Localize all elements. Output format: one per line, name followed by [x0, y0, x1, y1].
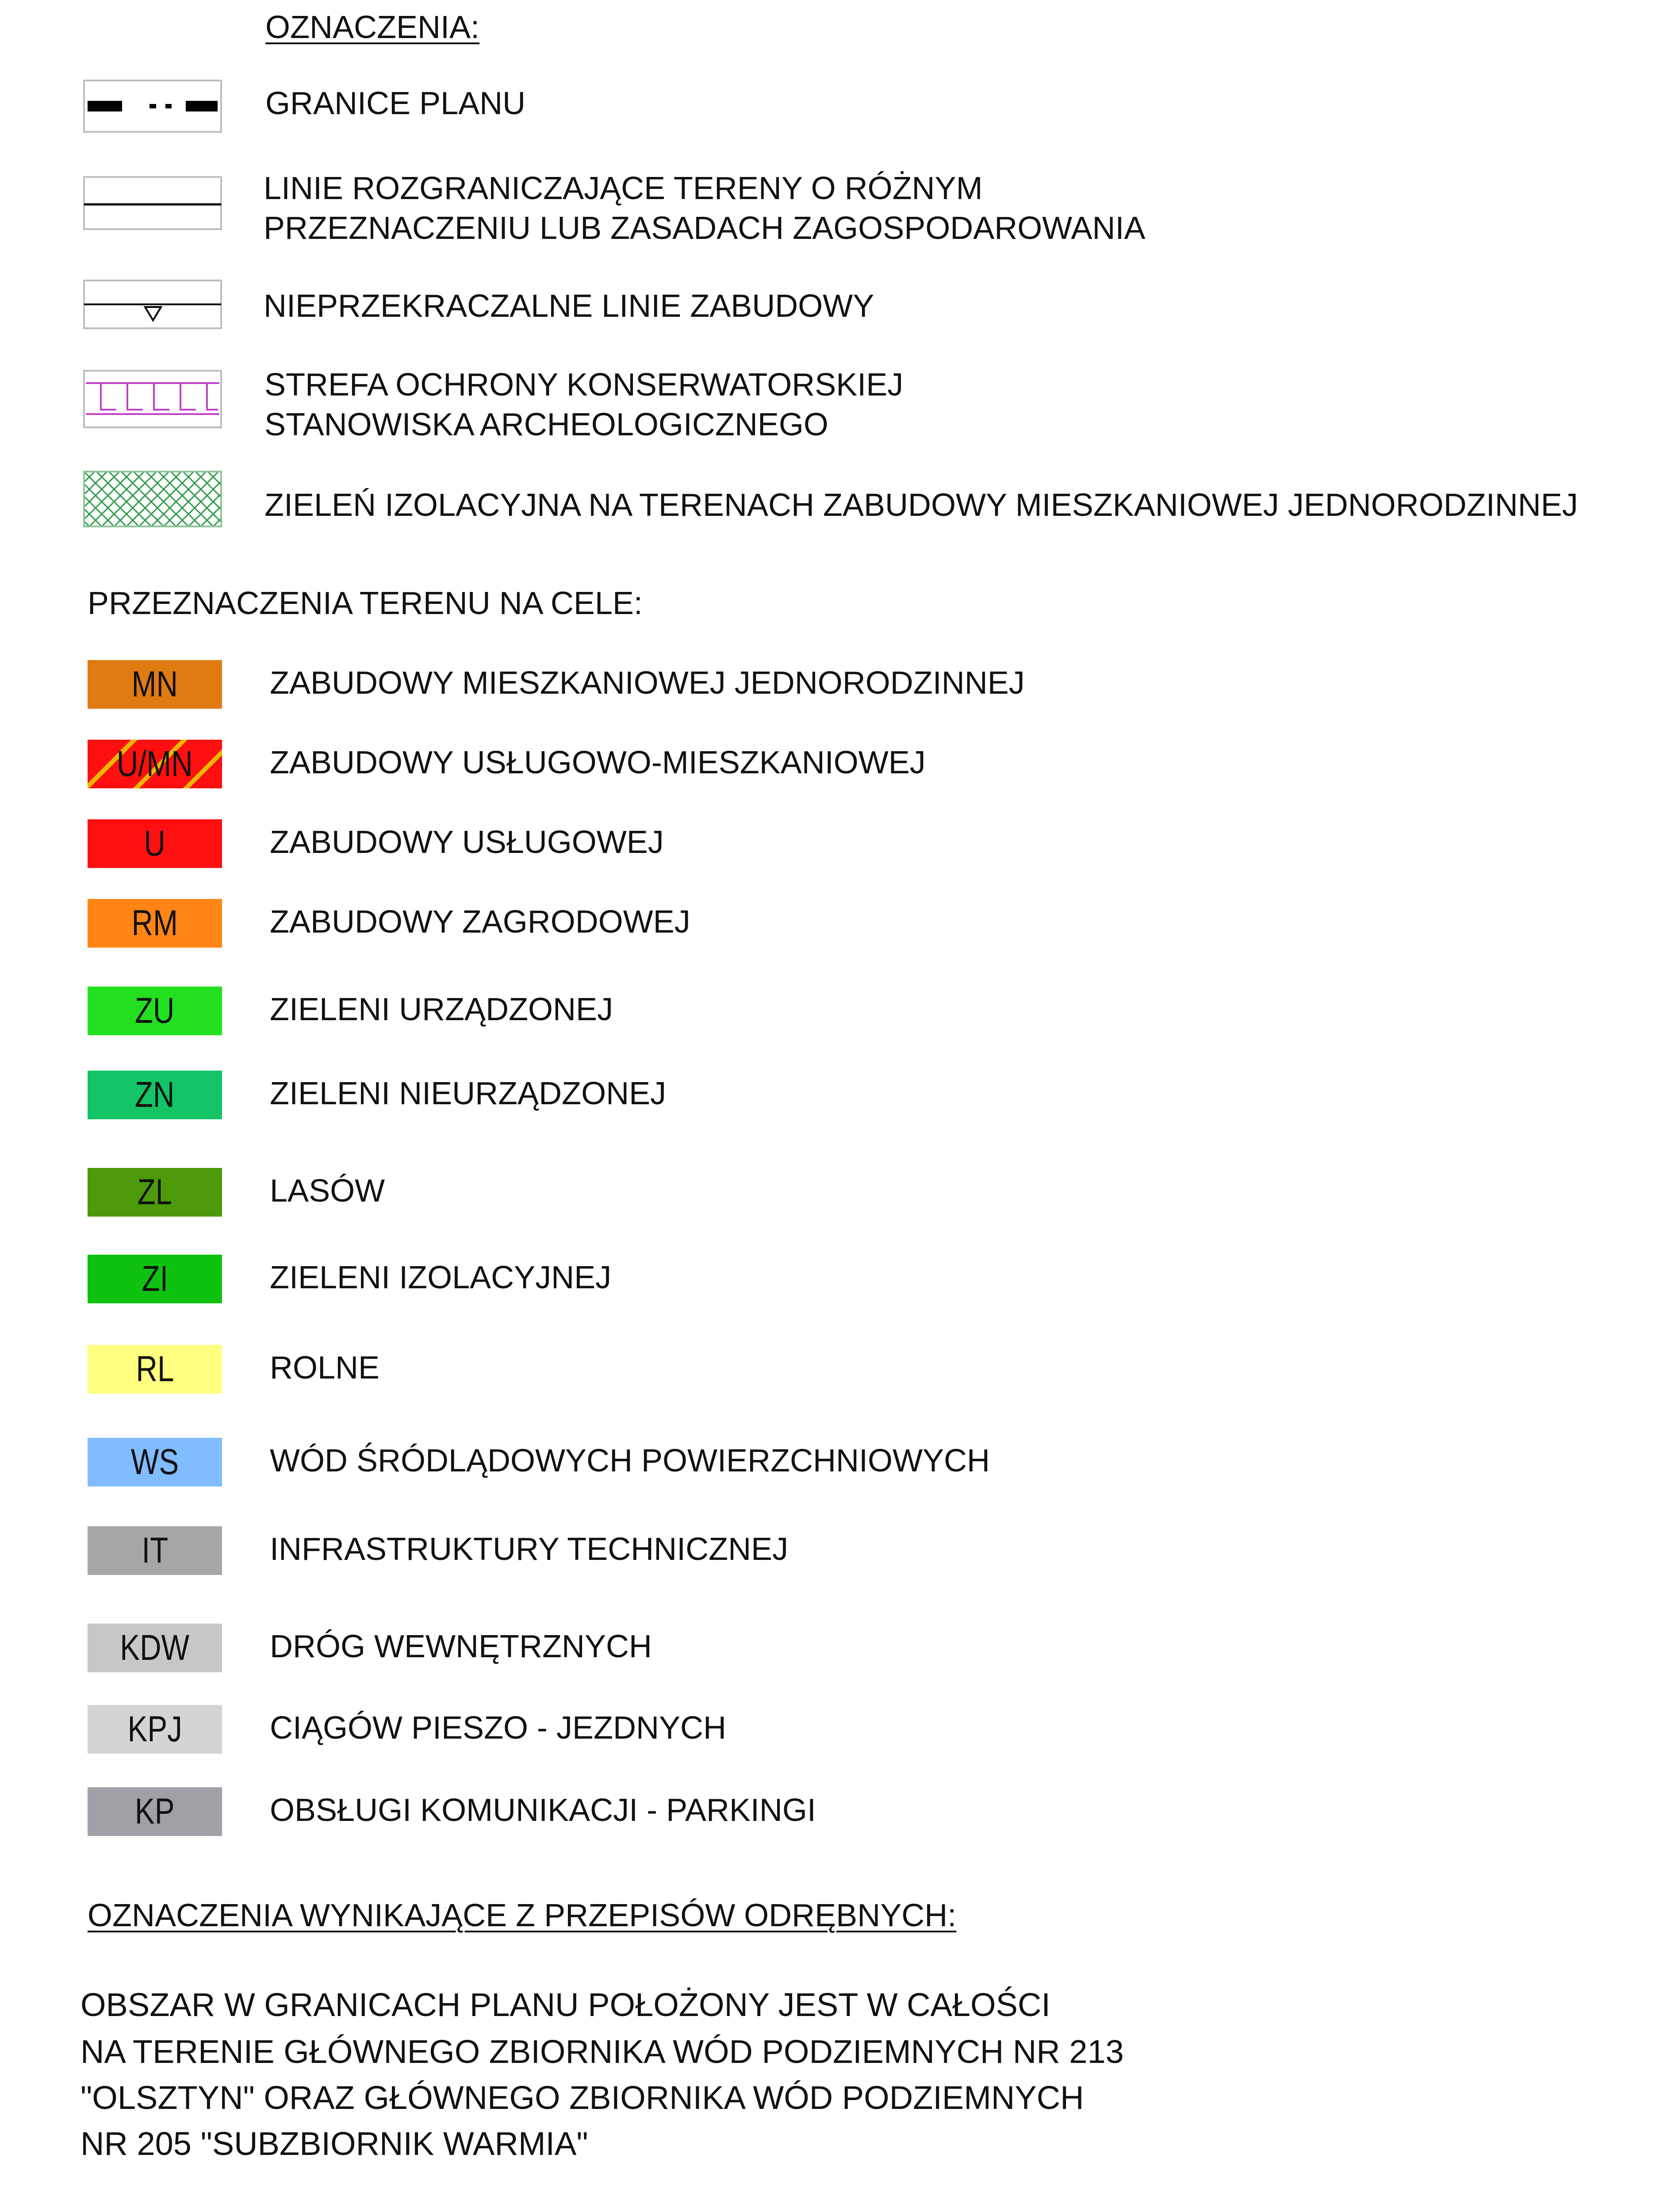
- dividing-lines-label-1: LINIE ROZGRANICZAJĄCE TERENY O RÓŻNYM: [264, 171, 983, 206]
- land-use-heading: PRZEZNACZENIA TERENU NA CELE:: [88, 586, 643, 621]
- land-use-code: MN: [131, 664, 178, 704]
- land-use-code: WS: [130, 1442, 179, 1482]
- land-use-swatch-kpj: [88, 1705, 222, 1754]
- plan-boundary-label: GRANICE PLANU: [265, 86, 526, 121]
- land-use-swatch-umn: [88, 740, 222, 788]
- land-use-swatch-zl: [88, 1168, 222, 1217]
- land-use-swatch-zn: [88, 1071, 222, 1119]
- land-use-label: DRÓG WEWNĘTRZNYCH: [270, 1629, 652, 1664]
- land-use-code: ZU: [135, 991, 175, 1031]
- land-use-swatch-mn: [88, 660, 222, 709]
- land-use-code: IT: [142, 1530, 168, 1571]
- building-lines-label: NIEPRZEKRACZALNE LINIE ZABUDOWY: [264, 288, 874, 324]
- regulations-line-4: NR 205 "SUBZBIORNIK WARMIA": [80, 2125, 588, 2162]
- dividing-lines-symbol: [83, 176, 222, 230]
- land-use-label: ZABUDOWY ZAGRODOWEJ: [270, 904, 690, 940]
- land-use-code: ZL: [137, 1172, 172, 1212]
- land-use-label: OBSŁUGI KOMUNIKACJI - PARKINGI: [270, 1793, 816, 1828]
- regulations-line-3: "OLSZTYN" ORAZ GŁÓWNEGO ZBIORNIKA WÓD PODZIEMNYCH: [80, 2079, 1084, 2116]
- land-use-swatch-zu: [88, 987, 222, 1035]
- land-use-label: ZIELENI URZĄDZONEJ: [270, 992, 613, 1027]
- conservation-zone-label-1: STREFA OCHRONY KONSERWATORSKIEJ: [264, 367, 904, 403]
- land-use-code: U: [144, 823, 166, 864]
- land-use-swatch-zi: [88, 1255, 222, 1303]
- plan-boundary-symbol: [83, 80, 222, 133]
- regulations-heading: OZNACZENIA WYNIKAJĄCE Z PRZEPISÓW ODRĘBNYCH:: [88, 1898, 957, 1933]
- land-use-label: ZABUDOWY USŁUGOWEJ: [270, 825, 664, 860]
- land-use-label: ZIELENI NIEURZĄDZONEJ: [270, 1076, 667, 1111]
- land-use-label: ROLNE: [270, 1350, 380, 1386]
- land-use-swatch-rm: [88, 899, 222, 948]
- land-use-label: INFRASTRUKTURY TECHNICZNEJ: [270, 1532, 789, 1567]
- land-use-swatch-it: [88, 1526, 222, 1575]
- land-use-code: KPJ: [127, 1709, 182, 1749]
- building-lines-symbol: [83, 280, 222, 329]
- dividing-lines-label-2: PRZEZNACZENIU LUB ZASADACH ZAGOSPODAROWANIA: [264, 211, 1146, 246]
- regulations-line-1: OBSZAR W GRANICACH PLANU POŁOŻONY JEST W CAŁOŚCI: [80, 1986, 1050, 2023]
- isolation-green-symbol: [83, 471, 222, 527]
- land-use-code: ZN: [135, 1075, 175, 1115]
- conservation-zone-label-2: STANOWISKA ARCHEOLOGICZNEGO: [264, 407, 828, 442]
- land-use-swatch-kdw: [88, 1624, 222, 1672]
- land-use-label: WÓD ŚRÓDLĄDOWYCH POWIERZCHNIOWYCH: [270, 1443, 990, 1479]
- land-use-code: RL: [136, 1349, 174, 1389]
- land-use-swatch-rl: [88, 1345, 222, 1394]
- conservation-zone-symbol: [83, 370, 222, 428]
- land-use-label: LASÓW: [270, 1173, 385, 1209]
- regulations-line-2: NA TERENIE GŁÓWNEGO ZBIORNIKA WÓD PODZIEMNYCH NR 213: [80, 2033, 1124, 2070]
- isolation-green-label: ZIELEŃ IZOLACYJNA NA TERENACH ZABUDOWY MIESZKANIOWEJ JEDNORODZINNEJ: [264, 488, 1578, 523]
- land-use-code: RM: [131, 903, 178, 943]
- land-use-code: ZI: [142, 1259, 168, 1299]
- land-use-swatch-kp: [88, 1787, 222, 1836]
- land-use-code: KP: [135, 1791, 175, 1832]
- land-use-label: ZABUDOWY USŁUGOWO-MIESZKANIOWEJ: [270, 745, 926, 780]
- land-use-swatch-u: [88, 819, 222, 868]
- land-use-swatch-ws: [88, 1438, 222, 1486]
- land-use-code: U/MN: [117, 744, 193, 784]
- land-use-label: ZABUDOWY MIESZKANIOWEJ JEDNORODZINNEJ: [270, 665, 1025, 701]
- land-use-label: ZIELENI IZOLACYJNEJ: [270, 1260, 612, 1295]
- legend-title: OZNACZENIA:: [265, 10, 480, 45]
- land-use-label: CIĄGÓW PIESZO - JEZDNYCH: [270, 1710, 727, 1746]
- land-use-code: KDW: [120, 1628, 190, 1668]
